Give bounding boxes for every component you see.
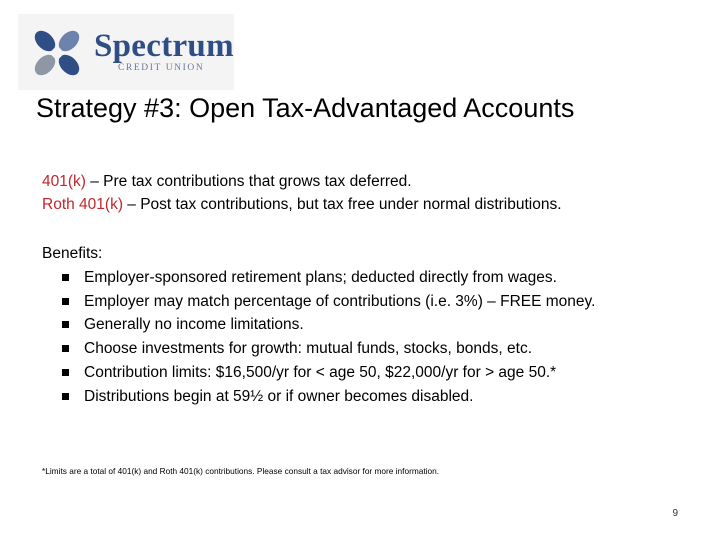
benefits-heading: Benefits: <box>42 245 103 262</box>
benefit-text: Distributions begin at 59½ or if owner becomes disabled. <box>84 387 474 405</box>
benefit-text: Employer-sponsored retirement plans; deducted directly from wages. <box>84 268 557 286</box>
logo-subtitle: CREDIT UNION <box>118 63 205 73</box>
page-number: 9 <box>672 508 678 519</box>
definition-term: 401(k) <box>42 173 86 190</box>
footnote: *Limits are a total of 401(k) and Roth 401(k) contributions. Please consult a tax advisor for more information. <box>42 466 440 476</box>
list-item <box>42 337 595 361</box>
list-item <box>42 313 595 337</box>
benefits-section <box>42 242 595 409</box>
list-item <box>42 290 595 314</box>
definition-text: – Pre tax contributions that grows tax deferred. <box>85 173 412 190</box>
list-item <box>42 266 595 290</box>
spectrum-knot-logo-icon <box>28 28 86 78</box>
logo-name: Spectrum <box>94 28 234 64</box>
square-bullet-icon <box>62 298 69 305</box>
definition-401k <box>42 170 562 193</box>
definition-text: – Post tax contributions, but tax free under normal distributions. <box>122 196 562 213</box>
benefit-text: Choose investments for growth: mutual funds, stocks, bonds, etc. <box>84 340 532 358</box>
benefit-text: Generally no income limitations. <box>84 316 304 334</box>
square-bullet-icon <box>62 321 69 328</box>
list-item <box>42 385 595 409</box>
account-definitions <box>42 170 562 216</box>
square-bullet-icon <box>62 274 69 281</box>
definition-roth-401k <box>42 193 562 216</box>
square-bullet-icon <box>62 369 69 376</box>
benefits-list <box>42 266 595 409</box>
slide-title: Strategy #3: Open Tax-Advantaged Accounts <box>36 93 575 123</box>
list-item <box>42 361 595 385</box>
square-bullet-icon <box>62 393 69 400</box>
square-bullet-icon <box>62 345 69 352</box>
benefit-text: Employer may match percentage of contributions (i.e. 3%) – FREE money. <box>84 292 596 310</box>
benefit-text: Contribution limits: $16,500/yr for < age 50, $22,000/yr for > age 50.* <box>84 363 557 381</box>
definition-term: Roth 401(k) <box>42 196 123 213</box>
spectrum-credit-union-logo <box>18 14 234 90</box>
